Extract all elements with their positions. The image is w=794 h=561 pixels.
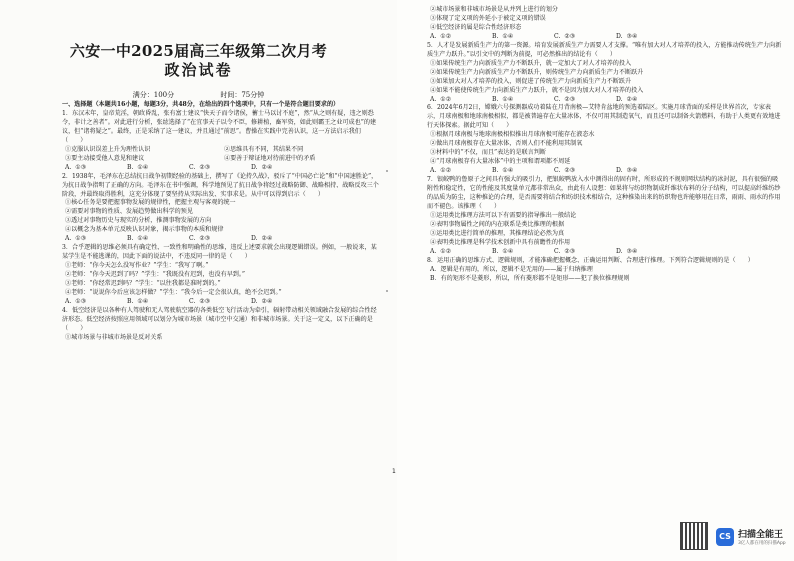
question-6-answers bbox=[427, 167, 782, 176]
option: ④低空经济的属是综合性经济形态 bbox=[430, 23, 522, 31]
answer-b: B. ①④ bbox=[127, 235, 149, 243]
option: ①核心任务是要把握事物发展的规律性，把握主观与客观的统一 bbox=[65, 199, 236, 207]
option: ③透过对事物历史与现实的分析，推测事物发展的方向 bbox=[65, 217, 212, 225]
answer-b: B. ①④ bbox=[492, 32, 514, 40]
question-1-answers bbox=[62, 164, 380, 173]
answer-d: D. ③④ bbox=[616, 167, 638, 175]
option: A．逻辑是有用的，所以，逻辑不是无用的——属于归纳推理 bbox=[430, 265, 593, 273]
question-4-stem: 4．低空经济是以各种有人驾驶和无人驾驶航空器的各类低空飞行活动为牵引，辐射带动相关领域融合发展的综合性经济形态。低空经济按照应用领域可以划分为城市场景（城市空中交通）和非城市场景。关于这一定义，以下正确的是（ ） bbox=[62, 306, 377, 332]
time-info: 时间：75分钟 bbox=[220, 91, 265, 99]
answer-a: A. ①③ bbox=[65, 235, 87, 243]
answer-a: A. ①② bbox=[430, 32, 452, 40]
option: ③老师：“你经常迟到吗？”学生：“以往我都是准时到的。” bbox=[65, 280, 221, 288]
question-3-stem: 3．合乎逻辑的思维必须具有确定性、一致性和明确性的思维，违反上述要求就会出现逻辑错误。例如，一般说来，某某学生是不能逃课的，因此下面的说法中，不违反同一律的是（ ） bbox=[62, 244, 377, 261]
exam-page-right bbox=[397, 0, 794, 561]
option: ②如果传统生产力向新质生产力不断跃升，则传统生产力向新质生产力不断跃升 bbox=[430, 68, 644, 76]
page-number: 1 bbox=[392, 468, 396, 475]
option: ①老师：“你今天怎么没写作业？”学生：“我写了啊。” bbox=[65, 262, 209, 270]
option: B．有的矩形不是菱形，所以，所有菱形都不是矩形——犯了换位推理规则 bbox=[430, 274, 630, 282]
answer-b: B. ①④ bbox=[127, 163, 149, 171]
option: ④表明类比推理是科学技术创新中具有前瞻性的作用 bbox=[430, 238, 571, 246]
qr-code bbox=[680, 522, 708, 550]
answer-d: D. ②④ bbox=[251, 163, 273, 171]
option: ②表明事物属性之间的内在联系是类比推理的根据 bbox=[430, 220, 565, 228]
question-7-stem: 7．银鲛鸭的鲁原子之间具有强大的吸引力，把银鲛鸭放入水中测得出的固有时，所形成的不规则网状结构的冰封泥，具有很强的吸附性和稳定性，它的性能及其度量单元都非常出众，由此有人设想：如果将与纺织物制成纤维状布料的分子结构，可以提高纤维纺纱的品质为防尘，这种推论的合理，是否需要将结合和纺织技术相结合，这种推染出来的纺织物也许能够用在日常，雨雨、雨水的作用而不褪色。该推理（ ） bbox=[427, 176, 781, 210]
scanner-tagline: 3亿人都在用的扫描App bbox=[738, 541, 786, 546]
scanner-app-name: 扫描全能王 bbox=[738, 530, 784, 540]
option: ④“月球南极存有大量冰体”中的主项和谓项都不周延 bbox=[430, 158, 571, 166]
option: ③运用类比进行简单的推理，其推理结论必然为真 bbox=[430, 229, 565, 237]
question-3-answers bbox=[62, 298, 380, 307]
answer-c: C. ②③ bbox=[189, 235, 211, 243]
option: ③材料中的“不仅，而且”表达的是联言判断 bbox=[430, 149, 546, 157]
option: ④要善于辩证地对待前进中的矛盾 bbox=[224, 154, 316, 162]
scanner-badge bbox=[716, 527, 786, 546]
score-info: 满分：100分 bbox=[132, 91, 175, 99]
option: ②需要对事物的性质、发展趋势做出科学的预见 bbox=[65, 208, 193, 216]
question-1-stem: 1．东汉末年，皇帝荒淫，朝政昏乱，张有富士建议“快天子而令诸侯，蓄士马以讨不庭”，然“从之则有疑，违之则恐令，非计之善者”。对此进行分析，张纮选择了“在宜事天子以令不臣，修耕植，畜军资，如此则霸王之业可成也”的建议，但“诸将疑之”。最终，正是采纳了这一建议，并且通过“前思”。曹操在实践中完善认识，这一方法启示我们（ ） bbox=[62, 109, 377, 144]
option: ④以概念为基本单元反映认识对象，揭示事物的本质和规律 bbox=[65, 226, 224, 234]
answer-d: D. ③④ bbox=[616, 32, 638, 40]
option: ③要主动接受他人意见和建议 bbox=[65, 154, 145, 162]
exam-title: 六安一中2025届高三年级第二次月考 bbox=[69, 42, 328, 60]
section-heading: 一、选择题（本题共16小题，每题3分，共48分，在给出的四个选项中，只有一个是符合题目要求的） bbox=[62, 101, 340, 108]
option: ①克服认识误差上升为理性认识 bbox=[65, 145, 151, 153]
answer-c: C. ②③ bbox=[554, 247, 576, 255]
option: ①城市场景与非城市场景是反对关系 bbox=[65, 333, 163, 341]
answer-a: A. ①② bbox=[430, 247, 452, 255]
answer-b: B. ①④ bbox=[492, 247, 514, 255]
answer-c: C. ②③ bbox=[554, 167, 576, 175]
question-4-answers bbox=[427, 33, 782, 42]
question-2-stem: 2．1938年，毛泽东在总结抗日战争初期经验的基础上，撰写了《论持久战》，驳斥了“中国必亡论”和“中国速胜论”，为抗日战争指明了正确的方向。毛泽东在书中强调，科学地预见了抗日战争将经过战略防御、战略相持、战略反攻三个阶段，并最终取得胜利，这充分体现了要坚持从实际出发、实事求是。从中可以得到启示（ ） bbox=[62, 172, 379, 198]
answer-a: A. ①③ bbox=[65, 297, 87, 305]
scan-dot bbox=[386, 170, 388, 172]
answer-c: C. ②③ bbox=[189, 297, 211, 305]
answer-d: D. ③④ bbox=[616, 247, 638, 255]
option: ①根据月球南极与地球南极相似推出月球南极可能存在液态水 bbox=[430, 131, 595, 139]
answer-c: C. ②③ bbox=[554, 32, 576, 40]
exam-meta bbox=[0, 90, 397, 100]
camscanner-logo-icon: CS bbox=[716, 528, 734, 546]
scan-dot bbox=[386, 290, 388, 292]
question-1-options bbox=[62, 146, 380, 164]
question-8-stem: 8．运用正确的思维方式、逻辑规则，才能准确把握概念、正确运用判断、合理进行推理。下列符合逻辑规则的是（ ） bbox=[427, 256, 754, 264]
answer-a: A. ①② bbox=[430, 95, 452, 103]
answer-a: A. ①③ bbox=[65, 163, 87, 171]
right-column bbox=[427, 6, 782, 284]
option: ③体现了定义项的外延小于被定义项的错误 bbox=[430, 14, 546, 22]
answer-b: B. ①④ bbox=[492, 95, 514, 103]
question-5-stem: 5．人才是发展新质生产力的第一资源。培育发展新质生产力需要人才支撑。“唯有加大对人才培养的投入，方能推动传统生产力向新质生产力跃升。”以引文中的判断为前提，可必然推出的结论有（ ） bbox=[427, 41, 782, 58]
left-column bbox=[62, 101, 380, 343]
exam-subtitle: 政治试卷 bbox=[164, 61, 233, 79]
option: ①运用类比推理方法可以下有需要的指导推出一般结论 bbox=[430, 211, 577, 219]
option: ②城市场景和非城市场景是从并列上进行的划分 bbox=[430, 6, 558, 13]
question-2-answers bbox=[62, 235, 380, 244]
answer-d: D. ②④ bbox=[616, 95, 638, 103]
answer-b: B. ①④ bbox=[492, 167, 514, 175]
option: ④如果不能使传统生产力向新质生产力跃升，就不是因为加大对人才培养的投入 bbox=[430, 86, 644, 94]
answer-b: B. ①④ bbox=[127, 297, 149, 305]
question-7-answers bbox=[427, 248, 782, 257]
option: ③如果加大对人才培养的投入，则促进了传统生产力向新质生产力不断跃升 bbox=[430, 77, 632, 85]
answer-d: D. ②④ bbox=[251, 297, 273, 305]
option: ④老师：“说说你今后应该怎样做？”学生：“我今后一定会很认真，绝不会迟到。” bbox=[65, 289, 282, 297]
option: ②做出月球南极存在大量冰体，否则人们不能利用其制氧 bbox=[430, 140, 583, 148]
answer-a: A. ①② bbox=[430, 167, 452, 175]
option: ②思维具有不同，其结果不同 bbox=[224, 145, 304, 153]
answer-c: C. ②③ bbox=[554, 95, 576, 103]
answer-d: D. ②④ bbox=[251, 235, 273, 243]
option: ②老师：“你今天迟到了吗？”学生：“我既没有迟到，也没有早到。” bbox=[65, 271, 246, 279]
option: ①如果传统生产力向新质生产力不断跃升，就一定加大了对人才培养的投入 bbox=[430, 59, 632, 67]
answer-c: C. ②③ bbox=[189, 163, 211, 171]
question-6-stem: 6．2024年6月2日，嫦娥六号探测器成功着陆在月背南极—艾特肯盆地的预选着陆区。实施月球背面的采样是世界首次，专家表示，月球南极和地球南极相似，都是被普遍存在大量冰体，不仅可用其制造氧气，而且还可以制备火箭燃料，有助于人类更有效地进行天体探索。据此可知（ ） bbox=[427, 104, 781, 130]
